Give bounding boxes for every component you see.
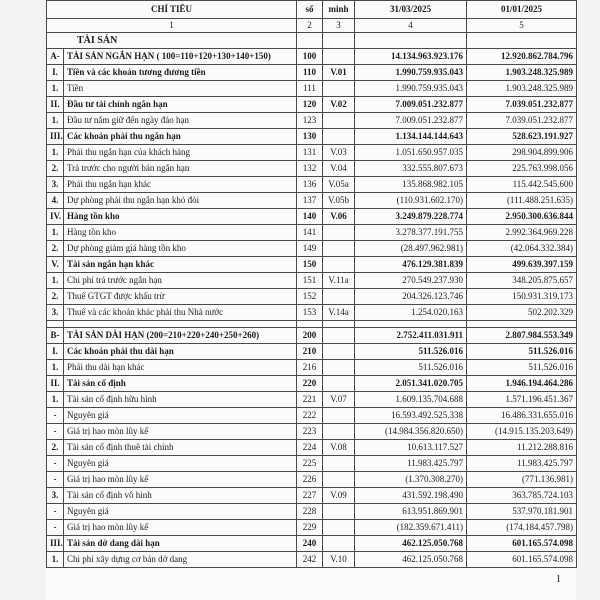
row-index: IV. — [47, 209, 64, 225]
row-note — [323, 113, 355, 129]
row-code: 132 — [297, 161, 323, 177]
table-row — [47, 344, 577, 360]
row-index: 1. — [47, 225, 64, 241]
row-code: 140 — [297, 209, 323, 225]
row-note: V.03 — [323, 145, 355, 161]
row-note: V.07 — [323, 392, 355, 408]
row-value-current: 511.526.016 — [355, 344, 467, 360]
page-number: 1 — [556, 574, 561, 585]
row-code: 225 — [297, 456, 323, 472]
row-label: Chi phí trả trước ngắn hạn — [64, 273, 297, 289]
row-code: 100 — [297, 49, 323, 65]
row-note: V.02 — [323, 97, 355, 113]
row-label: Nguyên giá — [64, 504, 297, 520]
row-code: 136 — [297, 177, 323, 193]
table-row — [47, 376, 577, 392]
row-value-current: (14.984.356.820.650) — [355, 424, 467, 440]
table-row — [47, 81, 577, 97]
row-index: 2. — [47, 161, 64, 177]
row-value-prior: 1.903.248.325.989 — [467, 65, 577, 81]
row-value-prior: (42.064.332.384) — [467, 241, 577, 257]
row-value-prior: 12.920.862.784.796 — [467, 49, 577, 65]
row-index: 1. — [47, 392, 64, 408]
row-note: V.11a — [323, 273, 355, 289]
row-note — [323, 289, 355, 305]
row-value-current: 1.051.650.957.035 — [355, 145, 467, 161]
row-value-current: 1.609.135.704.688 — [355, 392, 467, 408]
row-value-current: 462.125.050.768 — [355, 536, 467, 552]
row-note — [323, 49, 355, 65]
row-value-current: 476.129.381.839 — [355, 257, 467, 273]
row-note: V.08 — [323, 440, 355, 456]
row-code: 141 — [297, 225, 323, 241]
row-label: Tài sản cố định hữu hình — [64, 392, 297, 408]
row-label: Tài sản cố định — [64, 376, 297, 392]
spacer-row — [47, 321, 577, 328]
row-value-prior: 225.763.998.056 — [467, 161, 577, 177]
row-note — [323, 129, 355, 145]
row-label: Chi phí xây dựng cơ bản dở dang — [64, 552, 297, 568]
row-label: Đầu tư nắm giữ đến ngày đáo hạn — [64, 113, 297, 129]
row-label: TÀI SẢN DÀI HẠN (200=210+220+240+250+260) — [64, 328, 297, 344]
row-value-prior: (14.915.135.203.649) — [467, 424, 577, 440]
row-code: 242 — [297, 552, 323, 568]
column-index: 5 — [467, 19, 577, 33]
table-row — [47, 305, 577, 321]
row-note — [323, 408, 355, 424]
row-code: 110 — [297, 65, 323, 81]
row-index: 1. — [47, 145, 64, 161]
row-value-current: 16.593.492.525.338 — [355, 408, 467, 424]
row-note — [323, 520, 355, 536]
row-label: Thuế và các khoản khác phải thu Nhà nước — [64, 305, 297, 321]
row-value-prior: 502.202.329 — [467, 305, 577, 321]
row-label: Tài sản ngắn hạn khác — [64, 257, 297, 273]
row-code: 149 — [297, 241, 323, 257]
table-row — [47, 456, 577, 472]
row-label: Trả trước cho người bán ngắn hạn — [64, 161, 297, 177]
table-row — [47, 392, 577, 408]
row-code: 153 — [297, 305, 323, 321]
row-index: 2. — [47, 241, 64, 257]
table-row — [47, 65, 577, 81]
row-label: Tiền và các khoản tương đương tiền — [64, 65, 297, 81]
table-row — [47, 273, 577, 289]
column-index: 4 — [355, 19, 467, 33]
table-row — [47, 161, 577, 177]
column-index: 2 — [297, 19, 323, 33]
table-row — [47, 289, 577, 305]
row-index: II. — [47, 376, 64, 392]
row-index: - — [47, 520, 64, 536]
row-label: Hàng tồn kho — [64, 225, 297, 241]
section-title: TÀI SẢN — [47, 33, 297, 49]
row-index: 1. — [47, 552, 64, 568]
table-row — [47, 552, 577, 568]
row-value-prior: 511.526.016 — [467, 360, 577, 376]
row-note: V.10 — [323, 552, 355, 568]
table-row — [47, 257, 577, 273]
row-note — [323, 241, 355, 257]
row-code: 216 — [297, 360, 323, 376]
row-value-current: 7.009.051.232.877 — [355, 113, 467, 129]
row-value-prior: 511.526.016 — [467, 344, 577, 360]
row-note — [323, 472, 355, 488]
row-index: - — [47, 504, 64, 520]
row-note — [323, 424, 355, 440]
header-row — [47, 1, 577, 19]
row-index: B- — [47, 328, 64, 344]
row-index: 1. — [47, 360, 64, 376]
table-row — [47, 145, 577, 161]
row-index: A- — [47, 49, 64, 65]
row-value-current: 270.549.237.930 — [355, 273, 467, 289]
row-code: 220 — [297, 376, 323, 392]
row-note — [323, 504, 355, 520]
row-value-prior: 2.807.984.553.349 — [467, 328, 577, 344]
row-index: 3. — [47, 488, 64, 504]
row-value-prior: 601.165.574.098 — [467, 536, 577, 552]
row-code: 226 — [297, 472, 323, 488]
table-row — [47, 177, 577, 193]
column-index: 1 — [47, 19, 297, 33]
row-index: II. — [47, 97, 64, 113]
row-index: 1. — [47, 273, 64, 289]
row-value-prior: 537.970.181.901 — [467, 504, 577, 520]
row-code: 123 — [297, 113, 323, 129]
row-value-prior: 1.903.248.325.989 — [467, 81, 577, 97]
row-value-current: 3.249.879.228.774 — [355, 209, 467, 225]
row-code: 229 — [297, 520, 323, 536]
row-label: Giá trị hao mòn lũy kế — [64, 424, 297, 440]
row-value-prior: (771.136.981) — [467, 472, 577, 488]
row-label: Phải thu dài hạn khác — [64, 360, 297, 376]
row-index: III. — [47, 129, 64, 145]
row-code: 221 — [297, 392, 323, 408]
row-note — [323, 257, 355, 273]
row-value-current: 204.326.123.746 — [355, 289, 467, 305]
row-value-prior: (111.488.251.635) — [467, 193, 577, 209]
row-value-current: 613.951.869.901 — [355, 504, 467, 520]
row-value-current: 14.134.963.923.176 — [355, 49, 467, 65]
column-index-row — [47, 19, 577, 33]
row-code: 131 — [297, 145, 323, 161]
row-note: V.14a — [323, 305, 355, 321]
row-code: 111 — [297, 81, 323, 97]
row-value-current: 10.613.117.527 — [355, 440, 467, 456]
header-thuyet-minh: minh — [323, 1, 355, 19]
row-note — [323, 456, 355, 472]
table-row — [47, 520, 577, 536]
row-note — [323, 328, 355, 344]
balance-sheet-table — [46, 0, 577, 568]
row-value-current: 1.134.144.144.643 — [355, 129, 467, 145]
row-index: 2. — [47, 289, 64, 305]
row-note: V.01 — [323, 65, 355, 81]
row-label: Phải thu ngắn hạn khác — [64, 177, 297, 193]
row-value-prior: 2.950.300.636.844 — [467, 209, 577, 225]
row-code: 150 — [297, 257, 323, 273]
header-prior-period: 01/01/2025 — [467, 1, 577, 19]
row-label: Thuế GTGT được khấu trừ — [64, 289, 297, 305]
row-value-current: 1.254.020.163 — [355, 305, 467, 321]
row-value-current: (1.370.308.270) — [355, 472, 467, 488]
row-note: V.06 — [323, 209, 355, 225]
row-label: Các khoản phải thu ngắn hạn — [64, 129, 297, 145]
row-note: V.05b — [323, 193, 355, 209]
table-row — [47, 225, 577, 241]
row-value-current: 7.009.051.232.877 — [355, 97, 467, 113]
row-index: - — [47, 408, 64, 424]
table-row — [47, 328, 577, 344]
row-value-current: (28.497.962.981) — [355, 241, 467, 257]
row-value-prior: 2.992.364.969.228 — [467, 225, 577, 241]
row-value-current: (110.931.602.170) — [355, 193, 467, 209]
table-row — [47, 193, 577, 209]
row-label: Dự phòng giảm giá hàng tồn kho — [64, 241, 297, 257]
row-index: 2. — [47, 440, 64, 456]
row-value-prior: 11.983.425.797 — [467, 456, 577, 472]
row-note — [323, 360, 355, 376]
row-label: Giá trị hao mòn lũy kế — [64, 520, 297, 536]
row-value-current: 3.278.377.191.755 — [355, 225, 467, 241]
row-index: - — [47, 424, 64, 440]
row-note: V.04 — [323, 161, 355, 177]
row-value-prior: 363.785.724.103 — [467, 488, 577, 504]
row-value-prior: 601.165.574.098 — [467, 552, 577, 568]
row-label: Tài sản cố định thuê tài chính — [64, 440, 297, 456]
row-label: Tài sản dở dang dài hạn — [64, 536, 297, 552]
row-value-prior: 115.442.545.600 — [467, 177, 577, 193]
row-code: 240 — [297, 536, 323, 552]
row-value-prior: 150.931.319.173 — [467, 289, 577, 305]
row-code: 200 — [297, 328, 323, 344]
table-row — [47, 424, 577, 440]
row-code: 130 — [297, 129, 323, 145]
row-code: 228 — [297, 504, 323, 520]
row-label: Phải thu ngắn hạn của khách hàng — [64, 145, 297, 161]
row-value-prior: 11.212.288.816 — [467, 440, 577, 456]
row-index: I. — [47, 65, 64, 81]
document-page — [46, 0, 576, 600]
row-value-prior: 1.946.194.464.286 — [467, 376, 577, 392]
row-code: 120 — [297, 97, 323, 113]
row-value-current: 431.592.198.490 — [355, 488, 467, 504]
row-label: Các khoản phải thu dài hạn — [64, 344, 297, 360]
row-value-prior: 348.205.875.657 — [467, 273, 577, 289]
row-label: Tiền — [64, 81, 297, 97]
row-value-prior: 528.623.191.927 — [467, 129, 577, 145]
row-note — [323, 225, 355, 241]
row-index: 3. — [47, 177, 64, 193]
row-code: 152 — [297, 289, 323, 305]
row-code: 210 — [297, 344, 323, 360]
row-label: Hàng tồn kho — [64, 209, 297, 225]
row-value-prior: (174.184.457.798) — [467, 520, 577, 536]
table-row — [47, 504, 577, 520]
row-value-prior: 499.639.397.159 — [467, 257, 577, 273]
row-value-current: 11.983.425.797 — [355, 456, 467, 472]
section-title-row — [47, 33, 577, 49]
row-index: 3. — [47, 305, 64, 321]
row-index: - — [47, 456, 64, 472]
row-note — [323, 81, 355, 97]
row-value-current: (182.359.671.411) — [355, 520, 467, 536]
row-value-current: 2.752.411.031.911 — [355, 328, 467, 344]
row-note — [323, 344, 355, 360]
row-value-current: 2.051.341.020.705 — [355, 376, 467, 392]
table-row — [47, 360, 577, 376]
row-index: I. — [47, 344, 64, 360]
row-index: 1. — [47, 113, 64, 129]
row-note: V.09 — [323, 488, 355, 504]
table-row — [47, 49, 577, 65]
row-index: V. — [47, 257, 64, 273]
row-label: Giá trị hao mòn lũy kế — [64, 472, 297, 488]
row-code: 137 — [297, 193, 323, 209]
row-label: Đầu tư tài chính ngắn hạn — [64, 97, 297, 113]
row-note — [323, 536, 355, 552]
row-index: III. — [47, 536, 64, 552]
row-note: V.05a — [323, 177, 355, 193]
row-code: 224 — [297, 440, 323, 456]
row-index: - — [47, 472, 64, 488]
row-code: 227 — [297, 488, 323, 504]
table-row — [47, 440, 577, 456]
row-code: 223 — [297, 424, 323, 440]
row-value-current: 511.526.016 — [355, 360, 467, 376]
row-label: TÀI SẢN NGẮN HẠN ( 100=110+120+130+140+150) — [64, 49, 297, 65]
table-row — [47, 472, 577, 488]
table-row — [47, 209, 577, 225]
row-code: 222 — [297, 408, 323, 424]
row-label: Nguyên giá — [64, 456, 297, 472]
row-value-current: 462.125.050.768 — [355, 552, 467, 568]
row-value-current: 332.555.807.673 — [355, 161, 467, 177]
table-row — [47, 488, 577, 504]
row-value-prior: 1.571.196.451.367 — [467, 392, 577, 408]
row-value-current: 135.868.982.105 — [355, 177, 467, 193]
row-value-prior: 16.486.331.655.016 — [467, 408, 577, 424]
row-label: Dự phòng phải thu ngắn hạn khó đòi — [64, 193, 297, 209]
table-row — [47, 536, 577, 552]
table-row — [47, 241, 577, 257]
row-note — [323, 376, 355, 392]
row-value-current: 1.990.759.935.043 — [355, 65, 467, 81]
header-chi-tieu: CHỈ TIÊU — [47, 1, 297, 19]
table-row — [47, 97, 577, 113]
table-row — [47, 408, 577, 424]
row-value-prior: 7.039.051.232.877 — [467, 97, 577, 113]
row-label: Nguyên giá — [64, 408, 297, 424]
header-ma-so: số — [297, 1, 323, 19]
row-label: Tài sản cố định vô hình — [64, 488, 297, 504]
header-current-period: 31/03/2025 — [355, 1, 467, 19]
row-value-current: 1.990.759.935.043 — [355, 81, 467, 97]
row-value-prior: 298.904.899.906 — [467, 145, 577, 161]
table-body — [47, 33, 577, 568]
row-index: 1. — [47, 81, 64, 97]
row-value-prior: 7.039.051.232.877 — [467, 113, 577, 129]
row-code: 151 — [297, 273, 323, 289]
column-index: 3 — [323, 19, 355, 33]
table-row — [47, 113, 577, 129]
row-index: 4. — [47, 193, 64, 209]
table-row — [47, 129, 577, 145]
